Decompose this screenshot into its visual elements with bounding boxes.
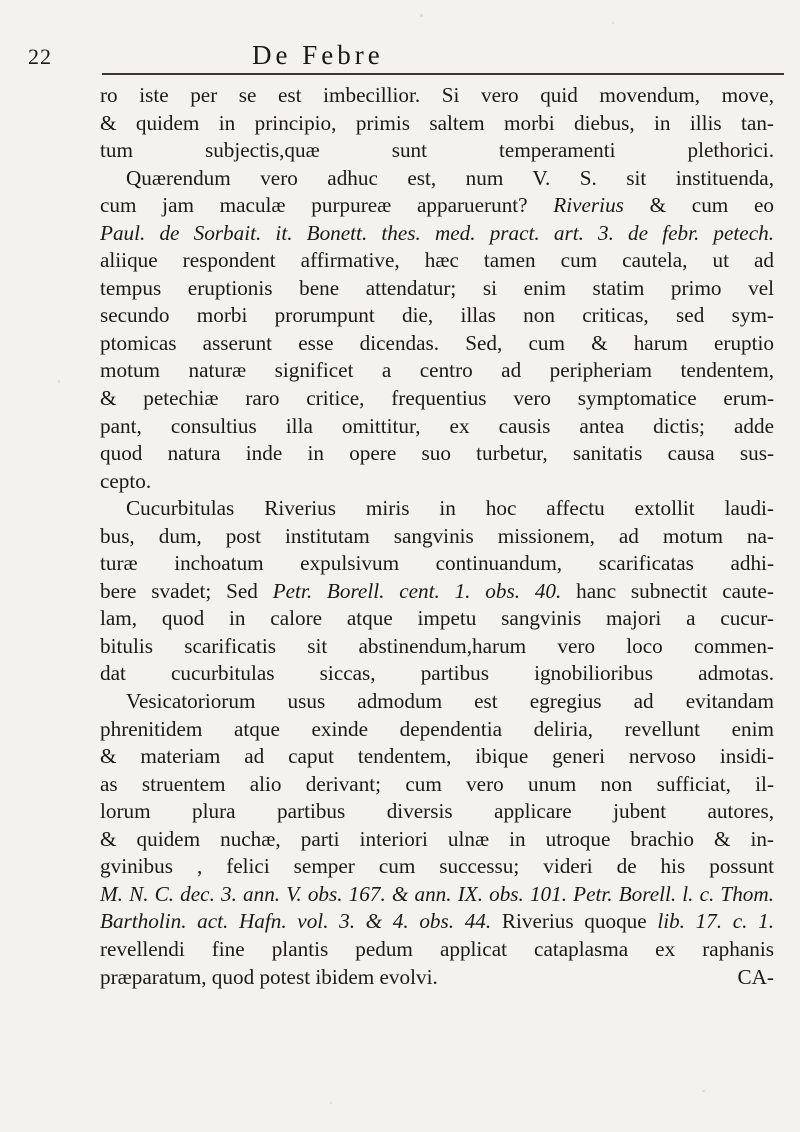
line-text: revellendi fine plantis pedum applicat cataplasma ex raphanis: [100, 936, 774, 961]
line-text: cum jam maculæ purpureæ apparuerunt?: [100, 193, 554, 218]
line-text: bus, dum, post institutam sangvinis missionem, ad motum na-: [100, 523, 774, 548]
line-text: tempus eruptionis bene attendatur; si enim statim primo vel: [100, 275, 774, 300]
line-text: præparatum, quod potest ibidem evolvi.: [100, 964, 438, 989]
text-line: [100, 82, 774, 110]
line-text: Quærendum vero adhuc est, num V. S. sit instituenda,: [126, 165, 774, 190]
text-line: [100, 357, 774, 385]
line-text: phrenitidem atque exinde dependentia deliria, revellunt enim: [100, 716, 774, 741]
text-line: [100, 523, 774, 551]
line-text: & petechiæ raro critice, frequentius vero symptomatice erum-: [100, 386, 774, 411]
ink-speck: [330, 1102, 332, 1104]
text-line: [100, 275, 774, 303]
text-line: [100, 413, 774, 441]
text-line: [100, 881, 774, 909]
ink-speck: [702, 1090, 705, 1092]
citation-text: M. N. C. dec. 3. ann. V. obs. 167. & ann. IX. obs. 101. Petr. Borell. l. c. Thom.: [100, 881, 774, 906]
ink-speck: [612, 22, 614, 24]
text-line: [100, 633, 774, 661]
text-line: [100, 385, 774, 413]
text-line: [100, 440, 774, 468]
text-line: [100, 826, 774, 854]
page-number: 22: [28, 44, 52, 69]
line-text: hanc subnectit caute-: [561, 578, 774, 603]
text-line: [100, 165, 774, 193]
text-line: [100, 771, 774, 799]
line-text: ptomicas asserunt esse dicendas. Sed, cum & harum eruptio: [100, 330, 774, 355]
line-text: & cum eo: [623, 193, 774, 218]
text-line: [100, 908, 774, 936]
text-line: [100, 330, 774, 358]
text-line: [100, 743, 774, 771]
text-line: [100, 137, 774, 165]
text-line: [100, 110, 774, 138]
line-text: Riverius quoque: [491, 909, 658, 934]
line-text: ro iste per se est imbecillior. Si vero quid movendum, move,: [100, 83, 774, 107]
line-text: motum naturæ significet a centro ad peripheriam tendentem,: [100, 358, 774, 383]
line-text: turæ inchoatum expulsivum continuandum, scarificatas adhi-: [100, 551, 774, 576]
text-line: [100, 964, 774, 992]
citation-text: Petr. Borell. cent. 1. obs. 40.: [272, 578, 562, 603]
line-text: secundo morbi prorumpunt die, illas non criticas, sed sym-: [100, 303, 774, 328]
text-line: [100, 660, 774, 688]
text-line: [100, 605, 774, 633]
line-text: bitulis scarificatis sit abstinendum,harum vero loco commen-: [100, 633, 774, 658]
text-line: [100, 688, 774, 716]
line-text: aliique respondent affirmative, hæc tamen cum cautela, ut ad: [100, 248, 774, 273]
text-line: [100, 495, 774, 523]
text-line: [100, 192, 774, 220]
body-text: [100, 82, 774, 991]
line-text: & quidem in principio, primis saltem morbi diebus, in illis tan-: [100, 110, 774, 135]
text-line: [100, 798, 774, 826]
header-rule: [102, 73, 784, 75]
text-line: [100, 550, 774, 578]
text-line: [100, 936, 774, 964]
citation-text: Bartholin. act. Hafn. vol. 3. & 4. obs. 44.: [100, 909, 492, 934]
line-text: quod natura inde in opere suo turbetur, sanitatis causa sus-: [100, 441, 774, 466]
line-text: tum subjectis,quæ sunt temperamenti plethorici.: [100, 138, 774, 163]
text-line: [100, 578, 774, 606]
page-header: [22, 40, 762, 80]
text-line: [100, 716, 774, 744]
ink-speck: [420, 14, 423, 17]
text-line: [100, 220, 774, 248]
catchword: CA-: [737, 964, 774, 989]
line-text: as struentem alio derivant; cum vero unum non sufficiat, il-: [100, 771, 774, 796]
running-title: De Febre: [252, 40, 384, 70]
line-text: Vesicatoriorum usus admodum est egregius ad evitandam: [126, 689, 774, 714]
line-text: & materiam ad caput tendentem, ibique generi nervoso insidi-: [100, 744, 774, 769]
line-text: dat cucurbitulas siccas, partibus ignobilioribus admotas.: [100, 661, 774, 686]
text-line: [100, 468, 774, 496]
line-text: bere svadet; Sed: [100, 578, 273, 603]
ink-speck: [58, 380, 60, 383]
text-line: [100, 853, 774, 881]
text-line: [100, 247, 774, 275]
text-line: [100, 302, 774, 330]
line-text: cepto.: [100, 468, 152, 493]
line-text: Cucurbitulas Riverius miris in hoc affectu extollit laudi-: [126, 496, 774, 521]
citation-text: Riverius: [553, 193, 624, 218]
line-text: pant, consultius illa omittitur, ex causis antea dictis; adde: [100, 413, 774, 438]
line-text: lorum plura partibus diversis applicare jubent autores,: [100, 799, 774, 824]
line-text: & quidem nuchæ, parti interiori ulnæ in utroque brachio & in-: [100, 826, 774, 851]
line-text: gvinibus , felici semper cum successu; videri de his possunt: [100, 854, 774, 879]
citation-text: lib. 17. c. 1.: [657, 909, 774, 934]
line-text: lam, quod in calore atque impetu sangvinis majori a cucur-: [100, 606, 774, 631]
citation-text: Paul. de Sorbait. it. Bonett. thes. med. pract. art. 3. de febr. petech.: [100, 220, 774, 245]
